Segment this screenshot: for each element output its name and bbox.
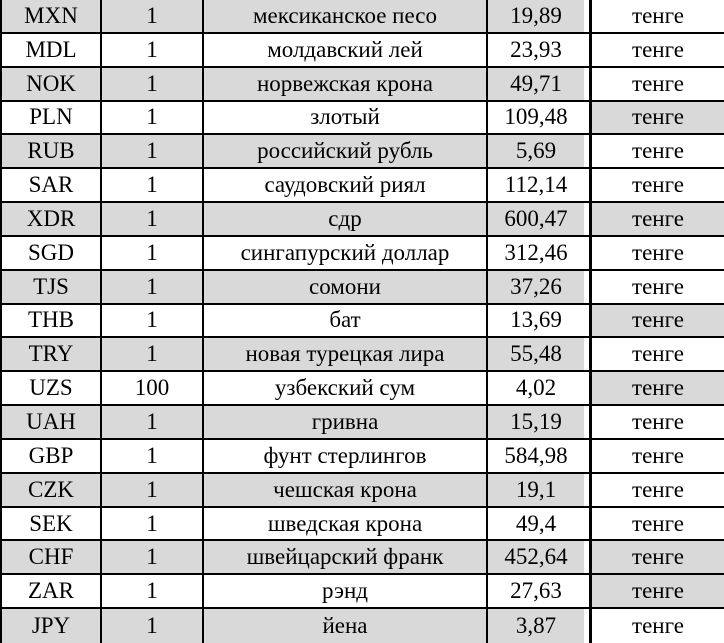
amount-cell: 1 [102, 237, 204, 269]
rate-cell: 19,1 [488, 474, 584, 506]
currency-code-cell: PLN [2, 102, 102, 134]
table-row [2, 440, 724, 474]
currency-name-cell: швейцарский франк [204, 541, 488, 573]
amount-cell: 1 [102, 68, 204, 100]
rate-cell: 49,71 [488, 68, 584, 100]
currency-code-cell: ZAR [2, 575, 102, 607]
unit-cell: тенге [589, 440, 724, 472]
currency-name-cell: сомони [204, 271, 488, 303]
rate-cell: 452,64 [488, 541, 584, 573]
unit-cell: тенге [589, 474, 724, 506]
currency-name-cell: рэнд [204, 575, 488, 607]
unit-cell: тенге [589, 609, 724, 643]
amount-cell: 1 [102, 474, 204, 506]
currency-name-cell: сингапурский доллар [204, 237, 488, 269]
currency-code-cell: TRY [2, 338, 102, 370]
table-row [2, 474, 724, 508]
amount-cell: 1 [102, 406, 204, 438]
currency-name-cell: норвежская крона [204, 68, 488, 100]
rate-cell: 312,46 [488, 237, 584, 269]
rate-cell: 23,93 [488, 34, 584, 66]
rate-cell: 3,87 [488, 609, 584, 643]
currency-code-cell: UZS [2, 372, 102, 404]
currency-code-cell: SEK [2, 508, 102, 540]
amount-cell: 1 [102, 609, 204, 643]
rate-cell: 584,98 [488, 440, 584, 472]
amount-cell: 1 [102, 203, 204, 235]
currency-name-cell: молдавский лей [204, 34, 488, 66]
unit-cell: тенге [589, 575, 724, 607]
currency-name-cell: саудовский риял [204, 169, 488, 201]
unit-cell: тенге [589, 305, 724, 337]
table-row [2, 338, 724, 372]
amount-cell: 1 [102, 338, 204, 370]
rate-cell: 109,48 [488, 102, 584, 134]
rate-cell: 4,02 [488, 372, 584, 404]
currency-name-cell: фунт стерлингов [204, 440, 488, 472]
currency-code-cell: SAR [2, 169, 102, 201]
currency-code-cell: CZK [2, 474, 102, 506]
currency-code-cell: THB [2, 305, 102, 337]
currency-code-cell: GBP [2, 440, 102, 472]
rate-cell: 600,47 [488, 203, 584, 235]
amount-cell: 1 [102, 440, 204, 472]
table-row [2, 609, 724, 643]
currency-name-cell: мексиканское песо [204, 0, 488, 32]
amount-cell: 100 [102, 372, 204, 404]
currency-code-cell: MXN [2, 0, 102, 32]
rate-cell: 5,69 [488, 135, 584, 167]
currency-code-cell: MDL [2, 34, 102, 66]
rate-cell: 27,63 [488, 575, 584, 607]
table-row [2, 102, 724, 136]
table-row [2, 135, 724, 169]
table-row [2, 68, 724, 102]
currency-code-cell: JPY [2, 609, 102, 643]
table-row [2, 237, 724, 271]
amount-cell: 1 [102, 508, 204, 540]
currency-name-cell: чешская крона [204, 474, 488, 506]
currency-name-cell: шведская крона [204, 508, 488, 540]
table-row [2, 541, 724, 575]
amount-cell: 1 [102, 169, 204, 201]
rate-cell: 55,48 [488, 338, 584, 370]
currency-name-cell: российский рубль [204, 135, 488, 167]
amount-cell: 1 [102, 271, 204, 303]
currency-code-cell: NOK [2, 68, 102, 100]
rate-cell: 19,89 [488, 0, 584, 32]
unit-cell: тенге [589, 135, 724, 167]
unit-cell: тенге [589, 34, 724, 66]
currency-code-cell: UAH [2, 406, 102, 438]
unit-cell: тенге [589, 237, 724, 269]
currency-name-cell: узбекский сум [204, 372, 488, 404]
table-row [2, 34, 724, 68]
currency-name-cell: злотый [204, 102, 488, 134]
table-row [2, 406, 724, 440]
rate-cell: 15,19 [488, 406, 584, 438]
unit-cell: тенге [589, 541, 724, 573]
unit-cell: тенге [589, 372, 724, 404]
rate-cell: 49,4 [488, 508, 584, 540]
rate-cell: 112,14 [488, 169, 584, 201]
unit-cell: тенге [589, 338, 724, 370]
amount-cell: 1 [102, 135, 204, 167]
unit-cell: тенге [589, 406, 724, 438]
currency-name-cell: йена [204, 609, 488, 643]
unit-cell: тенге [589, 0, 724, 32]
unit-cell: тенге [589, 271, 724, 303]
table-row [2, 0, 724, 34]
currency-code-cell: SGD [2, 237, 102, 269]
currency-name-cell: бат [204, 305, 488, 337]
amount-cell: 1 [102, 305, 204, 337]
unit-cell: тенге [589, 203, 724, 235]
unit-cell: тенге [589, 508, 724, 540]
table-row [2, 575, 724, 609]
amount-cell: 1 [102, 102, 204, 134]
table-row [2, 305, 724, 339]
unit-cell: тенге [589, 68, 724, 100]
currency-code-cell: RUB [2, 135, 102, 167]
table-row [2, 372, 724, 406]
table-row [2, 271, 724, 305]
rate-cell: 13,69 [488, 305, 584, 337]
rate-cell: 37,26 [488, 271, 584, 303]
amount-cell: 1 [102, 575, 204, 607]
table-row [2, 508, 724, 542]
table-row [2, 169, 724, 203]
table-row [2, 203, 724, 237]
currency-code-cell: XDR [2, 203, 102, 235]
currency-name-cell: сдр [204, 203, 488, 235]
amount-cell: 1 [102, 541, 204, 573]
currency-code-cell: CHF [2, 541, 102, 573]
unit-cell: тенге [589, 169, 724, 201]
currency-code-cell: TJS [2, 271, 102, 303]
unit-cell: тенге [589, 102, 724, 134]
amount-cell: 1 [102, 34, 204, 66]
amount-cell: 1 [102, 0, 204, 32]
currency-name-cell: новая турецкая лира [204, 338, 488, 370]
currency-name-cell: гривна [204, 406, 488, 438]
